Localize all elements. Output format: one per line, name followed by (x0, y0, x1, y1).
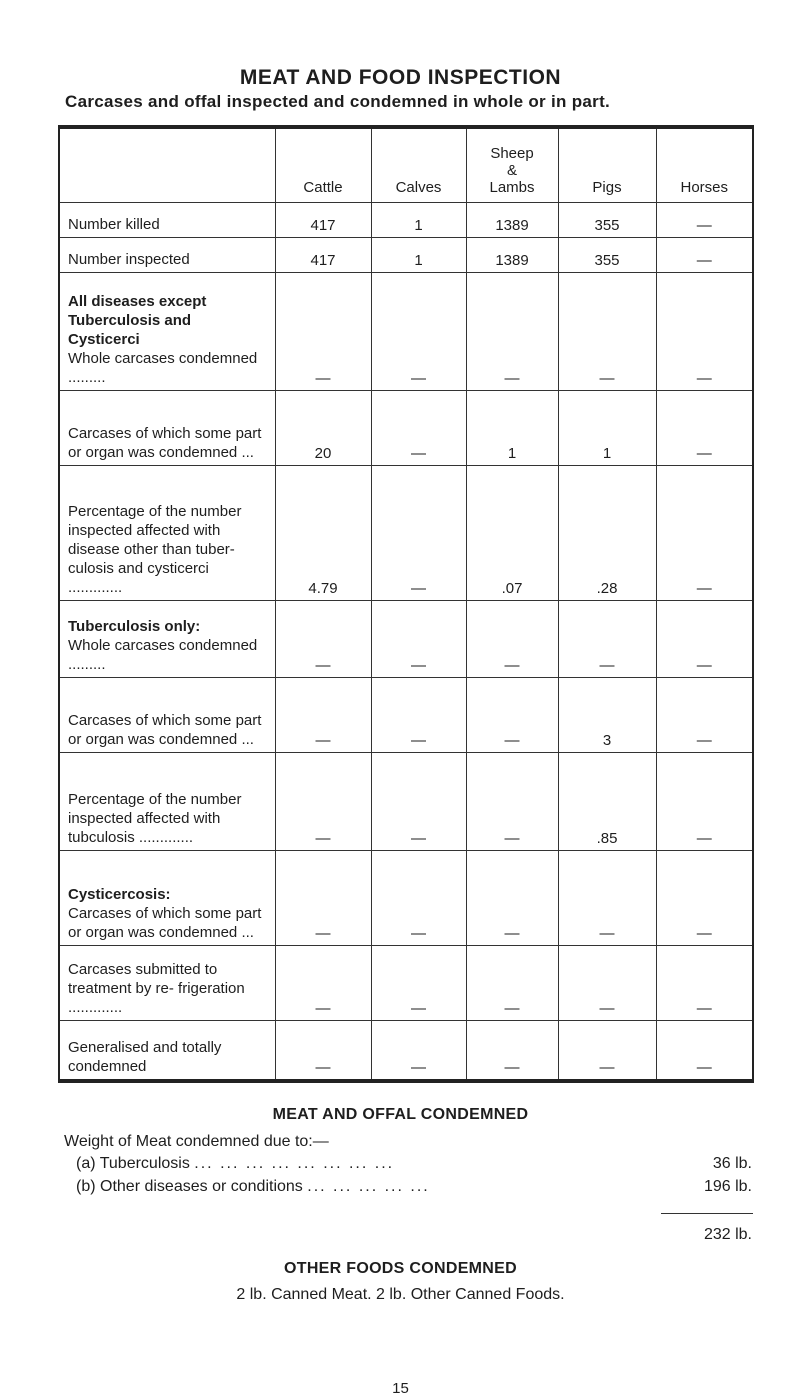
table-cell: 417 (275, 238, 371, 273)
table-cell: 20 (275, 391, 371, 466)
row-label: Number killed (59, 203, 275, 238)
column-header: Horses (656, 127, 753, 203)
row-label-text: Whole carcases condemned ......... (68, 350, 258, 386)
offal-total: 232 lb. (703, 1226, 752, 1243)
table-row (59, 946, 753, 1021)
section-heading: Tuberculosis only: (68, 618, 201, 635)
table-cell: .28 (558, 466, 656, 601)
other-foods-text: 2 lb. Canned Meat. 2 lb. Other Canned Foods. (236, 1286, 565, 1303)
column-header: Sheep & Lambs (466, 127, 558, 203)
table-cell: — (558, 273, 656, 391)
table-cell: — (466, 678, 558, 753)
offal-item (76, 1178, 430, 1196)
dot-leader: ... ... ... ... ... (307, 1178, 430, 1195)
item-label: Tuberculosis (99, 1155, 190, 1172)
page-number: 15 (392, 1380, 409, 1397)
table-cell: — (275, 851, 371, 946)
column-header (59, 127, 275, 203)
table-row (59, 1021, 753, 1081)
page-title: MEAT AND FOOD INSPECTION (239, 66, 562, 89)
table-cell: 3 (558, 678, 656, 753)
table-cell: — (371, 753, 466, 851)
table-cell: — (466, 1021, 558, 1081)
table-cell: 1389 (466, 203, 558, 238)
other-foods-heading: OTHER FOODS CONDEMNED (284, 1260, 517, 1277)
table-cell: — (466, 273, 558, 391)
table-cell: — (558, 851, 656, 946)
table-cell: 355 (558, 238, 656, 273)
table-cell: 1 (371, 203, 466, 238)
column-header: Pigs (558, 127, 656, 203)
section-heading: All diseases except Tuberculosis and Cysticerci (68, 293, 207, 348)
item-amount: 36 lb. (712, 1155, 752, 1172)
table-cell: — (656, 391, 753, 466)
table-cell: — (275, 273, 371, 391)
table-cell: — (371, 466, 466, 601)
table-cell: 4.79 (275, 466, 371, 601)
offal-intro: Weight of Meat condemned due to:— (64, 1133, 329, 1150)
table-cell: — (371, 601, 466, 678)
row-label: Percentage of the number inspected affected with disease other than tuber- culosis and cysticerci ............. (59, 466, 275, 601)
row-label (59, 273, 275, 391)
item-amount: 196 lb. (703, 1178, 752, 1195)
table-cell: — (558, 1021, 656, 1081)
table-cell: — (275, 601, 371, 678)
row-label: Carcases of which some part or organ was condemned ... (59, 678, 275, 753)
table-cell: — (466, 753, 558, 851)
table-cell: — (371, 851, 466, 946)
item-marker: (b) (76, 1178, 96, 1195)
table-row (59, 466, 753, 601)
table-row (59, 678, 753, 753)
table-cell: 1 (558, 391, 656, 466)
table-row (59, 273, 753, 391)
table-row (59, 601, 753, 678)
table-cell: 417 (275, 203, 371, 238)
table-cell: — (656, 601, 753, 678)
table-cell: — (656, 946, 753, 1021)
table-cell: — (656, 851, 753, 946)
table-cell: — (466, 851, 558, 946)
table-cell: — (558, 601, 656, 678)
table-cell: — (656, 273, 753, 391)
table-cell: — (656, 238, 753, 273)
row-label: Generalised and totally condemned (59, 1021, 275, 1081)
item-label: Other diseases or conditions (100, 1178, 303, 1195)
table-cell: — (371, 678, 466, 753)
table-row (59, 753, 753, 851)
page-subtitle: Carcases and offal inspected and condemned in whole or in part. (65, 92, 611, 111)
table-cell: .07 (466, 466, 558, 601)
offal-heading: MEAT AND OFFAL CONDEMNED (272, 1106, 529, 1123)
row-label: Carcases of which some part or organ was condemned ... (59, 391, 275, 466)
row-label: Number inspected (59, 238, 275, 273)
row-label-text: Whole carcases condemned ......... (68, 637, 258, 673)
table-cell: .85 (558, 753, 656, 851)
column-header: Calves (371, 127, 466, 203)
table-row (59, 238, 753, 273)
row-label (59, 601, 275, 678)
section-heading: Cysticercosis: (68, 886, 171, 903)
table-cell: — (656, 466, 753, 601)
inspection-table (58, 125, 754, 1083)
table-cell: — (371, 1021, 466, 1081)
table-row (59, 391, 753, 466)
row-label: Percentage of the number inspected affected with tubculosis ............. (59, 753, 275, 851)
table-cell: — (656, 1021, 753, 1081)
row-label-text: Carcases of which some part or organ was condemned ... (68, 905, 262, 941)
table-cell: 1 (371, 238, 466, 273)
row-label (59, 851, 275, 946)
table-cell: — (275, 946, 371, 1021)
row-label: Carcases submitted to treatment by re- frigeration ............. (59, 946, 275, 1021)
table-cell: 1 (466, 391, 558, 466)
table-cell: 1389 (466, 238, 558, 273)
table-cell: — (371, 946, 466, 1021)
table-cell: — (275, 678, 371, 753)
table-cell: — (656, 753, 753, 851)
table-row (59, 851, 753, 946)
table-cell: — (466, 946, 558, 1021)
table-cell: — (371, 391, 466, 466)
table-cell: — (275, 753, 371, 851)
column-header: Cattle (275, 127, 371, 203)
dot-leader: ... ... ... ... ... ... ... ... (194, 1155, 395, 1172)
table-header-row (59, 127, 753, 203)
table-row (59, 203, 753, 238)
table-cell: — (656, 203, 753, 238)
offal-item (76, 1155, 394, 1173)
table-cell: — (656, 678, 753, 753)
total-rule (661, 1213, 753, 1214)
table-cell: — (466, 601, 558, 678)
table-cell: — (275, 1021, 371, 1081)
item-marker: (a) (76, 1155, 96, 1172)
table-cell: — (558, 946, 656, 1021)
table-cell: — (371, 273, 466, 391)
table-cell: 355 (558, 203, 656, 238)
